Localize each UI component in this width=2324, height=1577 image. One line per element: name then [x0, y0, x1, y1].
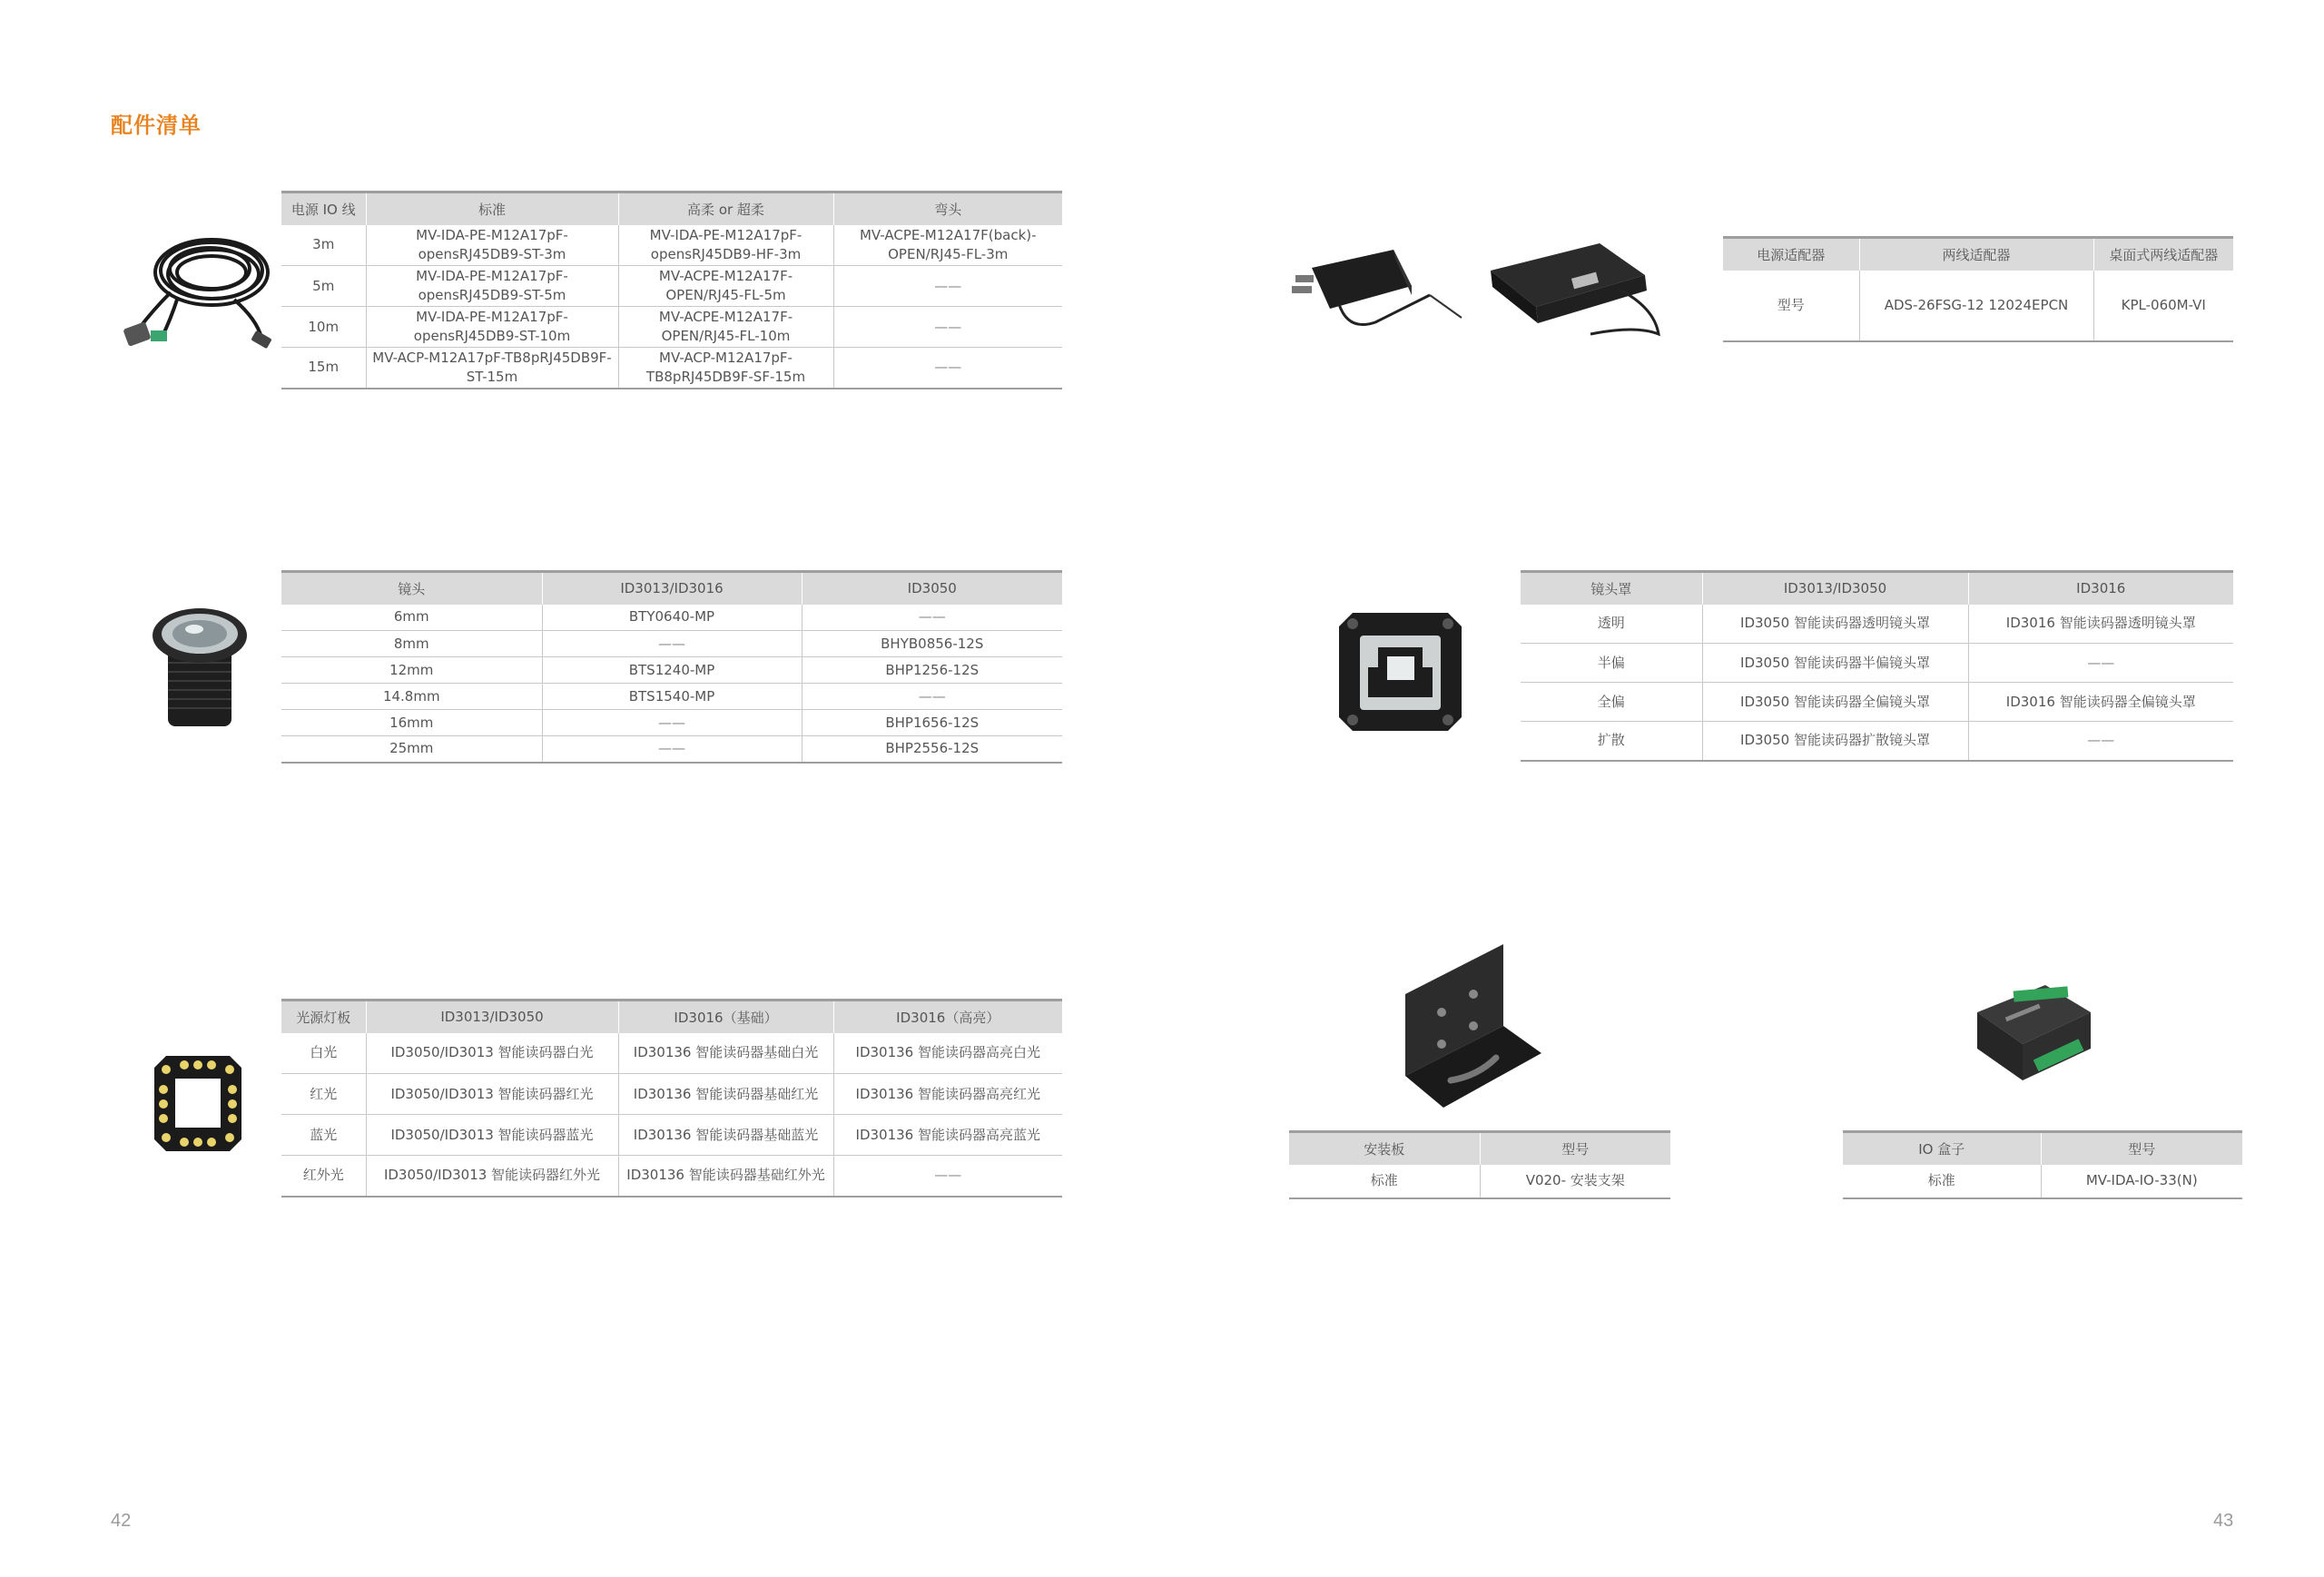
lens-cover-type: 半偏 [1521, 644, 1702, 683]
two-wire-model: ADS-26FSG-12 12024EPCN [1859, 271, 2093, 341]
table-row [281, 1033, 1062, 1074]
lens-model-b: BHP1256-12S [802, 657, 1062, 684]
adapter-row-label: 型号 [1723, 271, 1859, 341]
light-model-a: ID3050/ID3013 智能读码器红光 [366, 1074, 618, 1115]
io-box-table [1843, 1130, 2242, 1199]
io-box-row-label: 标准 [1843, 1165, 2041, 1198]
table-row [1289, 1165, 1670, 1198]
lens-cover-model-a: ID3050 智能读码器全偏镜头罩 [1702, 683, 1968, 722]
lens-cover-header-type: 镜头罩 [1521, 572, 1702, 605]
lens-cover-model-b: ID3016 智能读码器透明镜头罩 [1968, 605, 2233, 644]
lens-focal: 16mm [281, 710, 542, 736]
table-row [1521, 683, 2233, 722]
table-row [1723, 271, 2233, 341]
cable-flex-model: MV-ACP-M12A17pF-TB8pRJ45DB9F-SF-15m [618, 348, 833, 389]
table-row [281, 348, 1062, 389]
cable-length: 10m [281, 307, 366, 348]
io-cable-header-standard: 标准 [366, 192, 618, 225]
two-wire-adapter-image [1285, 232, 1466, 340]
io-cable-header-flex: 高柔 or 超柔 [618, 192, 833, 225]
io-box-model: MV-IDA-IO-33(N) [2041, 1165, 2242, 1198]
cable-standard-model: MV-IDA-PE-M12A17pF-opensRJ45DB9-ST-10m [366, 307, 618, 348]
lens-cover-model-a: ID3050 智能读码器半偏镜头罩 [1702, 644, 1968, 683]
lens-focal: 14.8mm [281, 684, 542, 710]
lens-model-b: —— [802, 605, 1062, 631]
lens-cover-model-a: ID3050 智能读码器扩散镜头罩 [1702, 722, 1968, 761]
lens-model-a: —— [542, 736, 802, 763]
light-board-header-basic: ID3016（基础） [618, 1000, 833, 1033]
lens-cover-model-b: ID3016 智能读码器全偏镜头罩 [1968, 683, 2233, 722]
io-cable-header-length: 电源 IO 线 [281, 192, 366, 225]
lens-cover-type: 扩散 [1521, 722, 1702, 761]
mounting-plate-table [1289, 1130, 1670, 1199]
table-row [281, 1074, 1062, 1115]
page-number-right: 43 [2213, 1511, 2234, 1531]
cable-standard-model: MV-ACP-M12A17pF-TB8pRJ45DB9F-ST-15m [366, 348, 618, 389]
light-model-c: —— [833, 1156, 1062, 1197]
lens-model-a: —— [542, 710, 802, 736]
lens-model-b: —— [802, 684, 1062, 710]
cable-standard-model: MV-IDA-PE-M12A17pF-opensRJ45DB9-ST-3m [366, 225, 618, 266]
table-row [1843, 1165, 2242, 1198]
light-board-header-id3013: ID3013/ID3050 [366, 1000, 618, 1033]
io-cable-header-elbow: 弯头 [833, 192, 1062, 225]
light-board-header-color: 光源灯板 [281, 1000, 366, 1033]
light-model-a: ID3050/ID3013 智能读码器红外光 [366, 1156, 618, 1197]
cable-flex-model: MV-ACPE-M12A17F-OPEN/RJ45-FL-10m [618, 307, 833, 348]
light-color: 蓝光 [281, 1115, 366, 1156]
light-model-b: ID30136 智能读码器基础蓝光 [618, 1115, 833, 1156]
cable-length: 3m [281, 225, 366, 266]
table-row [281, 736, 1062, 763]
light-model-c: ID30136 智能读码器高亮白光 [833, 1033, 1062, 1074]
table-row [1521, 605, 2233, 644]
page-title: 配件清单 [111, 113, 202, 138]
lens-focal: 8mm [281, 631, 542, 657]
table-row [1521, 722, 2233, 761]
lens-cover-header-id3013: ID3013/ID3050 [1702, 572, 1968, 605]
lens-model-a: —— [542, 631, 802, 657]
light-color: 白光 [281, 1033, 366, 1074]
table-row [281, 657, 1062, 684]
light-board-image [153, 1051, 243, 1156]
io-box-header: IO 盒子 [1843, 1132, 2041, 1165]
table-row [281, 266, 1062, 307]
lens-cover-model-a: ID3050 智能读码器透明镜头罩 [1702, 605, 1968, 644]
lens-focal: 6mm [281, 605, 542, 631]
table-row [281, 1156, 1062, 1197]
page-number-left: 42 [111, 1511, 132, 1531]
mounting-row-label: 标准 [1289, 1165, 1480, 1198]
desktop-adapter-header: 桌面式两线适配器 [2093, 238, 2233, 271]
desktop-adapter-image [1482, 234, 1668, 348]
lens-model-b: BHYB0856-12S [802, 631, 1062, 657]
table-row [281, 631, 1062, 657]
table-row [281, 710, 1062, 736]
light-color: 红外光 [281, 1156, 366, 1197]
table-row [281, 684, 1062, 710]
cable-standard-model: MV-IDA-PE-M12A17pF-opensRJ45DB9-ST-5m [366, 266, 618, 307]
mounting-plate-header: 安装板 [1289, 1132, 1480, 1165]
lens-image [145, 599, 254, 735]
lens-cover-header-id3016: ID3016 [1968, 572, 2233, 605]
lens-header-id3013: ID3013/ID3016 [542, 572, 802, 605]
lens-model-a: BTY0640-MP [542, 605, 802, 631]
light-model-b: ID30136 智能读码器基础红光 [618, 1074, 833, 1115]
light-model-c: ID30136 智能读码器高亮红光 [833, 1074, 1062, 1115]
light-model-c: ID30136 智能读码器高亮蓝光 [833, 1115, 1062, 1156]
mounting-bracket-image [1396, 940, 1546, 1117]
power-adapter-header: 电源适配器 [1723, 238, 1859, 271]
lens-cover-type: 透明 [1521, 605, 1702, 644]
light-color: 红光 [281, 1074, 366, 1115]
lens-header-focal: 镜头 [281, 572, 542, 605]
cable-elbow-model: MV-ACPE-M12A17F(back)-OPEN/RJ45-FL-3m [833, 225, 1062, 266]
cable-elbow-model: —— [833, 348, 1062, 389]
desktop-adapter-model: KPL-060M-VI [2093, 271, 2233, 341]
lens-model-b: BHP2556-12S [802, 736, 1062, 763]
cable-flex-model: MV-ACPE-M12A17F-OPEN/RJ45-FL-5m [618, 266, 833, 307]
cable-elbow-model: —— [833, 266, 1062, 307]
lens-focal: 25mm [281, 736, 542, 763]
lens-cover-table [1521, 570, 2233, 762]
lens-cover-model-b: —— [1968, 722, 2233, 761]
table-row [281, 1115, 1062, 1156]
lens-header-id3050: ID3050 [802, 572, 1062, 605]
table-row [1521, 644, 2233, 683]
lens-table [281, 570, 1062, 764]
cable-length: 15m [281, 348, 366, 389]
cable-elbow-model: —— [833, 307, 1062, 348]
light-board-table [281, 999, 1062, 1198]
light-model-a: ID3050/ID3013 智能读码器白光 [366, 1033, 618, 1074]
cable-flex-model: MV-IDA-PE-M12A17pF-opensRJ45DB9-HF-3m [618, 225, 833, 266]
table-row [281, 307, 1062, 348]
light-model-b: ID30136 智能读码器基础红外光 [618, 1156, 833, 1197]
mounting-model: V020- 安装支架 [1480, 1165, 1670, 1198]
io-cable-image [107, 211, 280, 356]
lens-cover-image [1334, 604, 1466, 740]
lens-cover-type: 全偏 [1521, 683, 1702, 722]
io-box-model-header: 型号 [2041, 1132, 2242, 1165]
power-adapter-table [1723, 236, 2233, 342]
io-box-image [1968, 976, 2100, 1089]
two-wire-header: 两线适配器 [1859, 238, 2093, 271]
light-board-header-bright: ID3016（高亮） [833, 1000, 1062, 1033]
cable-length: 5m [281, 266, 366, 307]
lens-model-a: BTS1240-MP [542, 657, 802, 684]
mounting-model-header: 型号 [1480, 1132, 1670, 1165]
lens-cover-model-b: —— [1968, 644, 2233, 683]
lens-model-b: BHP1656-12S [802, 710, 1062, 736]
light-model-a: ID3050/ID3013 智能读码器蓝光 [366, 1115, 618, 1156]
table-row [281, 605, 1062, 631]
lens-focal: 12mm [281, 657, 542, 684]
lens-model-a: BTS1540-MP [542, 684, 802, 710]
table-row [281, 225, 1062, 266]
io-cable-table [281, 191, 1062, 389]
light-model-b: ID30136 智能读码器基础白光 [618, 1033, 833, 1074]
